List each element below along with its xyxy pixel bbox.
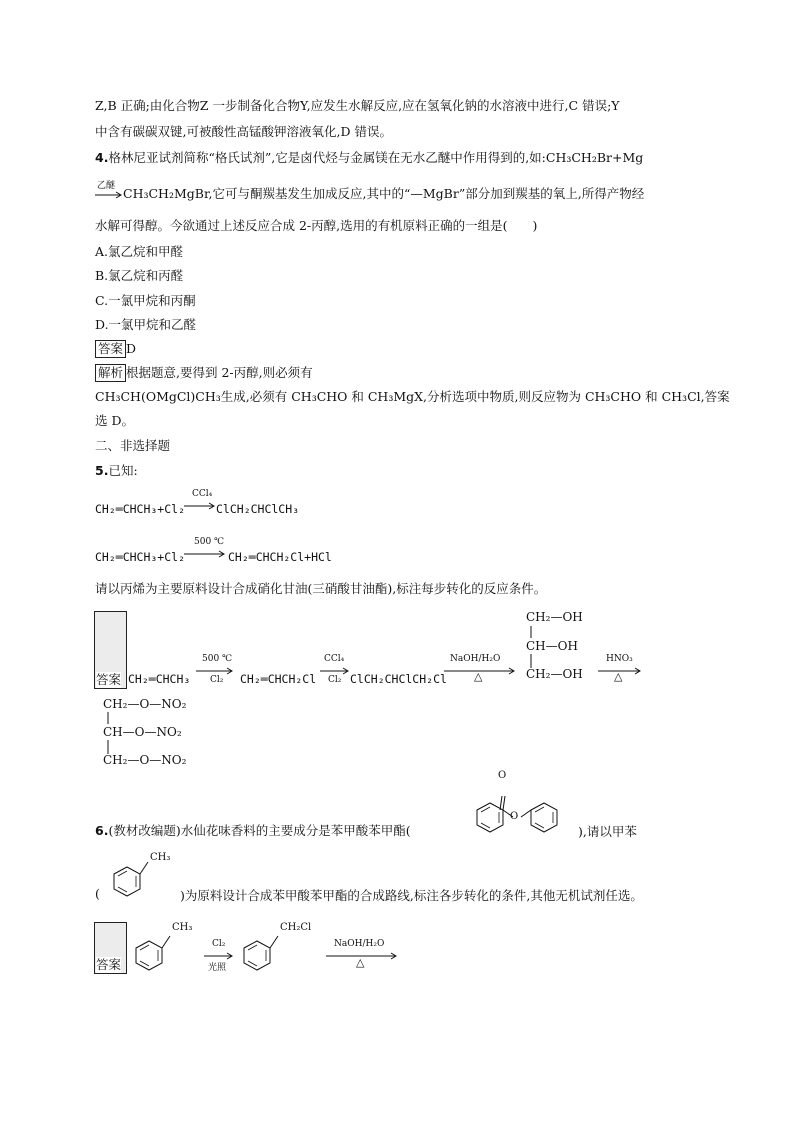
- question-text: )为原料设计合成苯甲酸苯甲酯的合成路线,标注各步转化的条件,其他无机试剂任选。: [180, 888, 643, 903]
- analysis-text: 根据题意,要得到 2-丙醇,则必须有: [126, 365, 313, 380]
- question-6-line-1: [95, 822, 411, 840]
- answer-ch2cl: CH₂Cl: [280, 922, 312, 933]
- reaction-1-condition: CCl₄: [192, 489, 213, 499]
- reaction-1-right: ClCH₂CHClCH₃: [216, 502, 300, 516]
- question-text: ),请以甲苯: [578, 824, 637, 839]
- step-3-condition-top: NaOH/H₂O: [450, 654, 501, 664]
- question-text: 格林尼亚试剂简称“格氏试剂”,它是卤代烃与金属镁在无水乙醚中作用得到的,如:CH₃CH₂Br+Mg: [108, 150, 644, 165]
- question-text: (教材改编题)水仙花味香料的主要成分是苯甲酸苯甲酯(: [108, 823, 411, 838]
- answer-value: D: [126, 341, 137, 356]
- answer-label-text: 答案: [96, 957, 122, 972]
- section-heading: 二、非选择题: [95, 438, 171, 453]
- benzyl-benzoate-structure: [455, 770, 575, 850]
- question-number: 5.: [95, 463, 109, 478]
- step-2-condition-bottom: △: [356, 956, 365, 969]
- nitro-row-2: CH—O—NO₂: [103, 725, 182, 739]
- bond-line: [106, 712, 110, 756]
- step-2-condition-bottom: Cl₂: [328, 675, 342, 685]
- toluene-ch3: CH₃: [150, 852, 171, 863]
- ester-carbonyl-o: O: [498, 770, 507, 781]
- analysis-row: [95, 364, 313, 382]
- step-1-condition-bottom: 光照: [208, 963, 227, 973]
- question-4-line-1: [95, 149, 643, 167]
- bond-line: [529, 626, 533, 670]
- answer-start: CH₂═CHCH₃: [128, 672, 191, 686]
- text-line: Z,B 正确;由化合物Z 一步制备化合物Y,应发生水解反应,应在氢氧化钠的水溶液中进行,C 错误;Y: [95, 98, 620, 113]
- question-text: 已知:: [108, 463, 138, 478]
- answer-label: 答案: [95, 340, 126, 358]
- step-1-condition-bottom: Cl₂: [210, 675, 224, 685]
- arrow-icon: [95, 185, 123, 203]
- analysis-line-3: 选 D。: [95, 413, 134, 428]
- reaction-arrow: [95, 181, 123, 203]
- question-5-line-1: [95, 462, 138, 480]
- glycerol-row-1: CH₂—OH: [526, 610, 583, 624]
- reaction-2-left: CH₂═CHCH₃+Cl₂: [95, 550, 186, 564]
- question-number: 4.: [95, 150, 109, 165]
- nitro-row-3: CH₂—O—NO₂: [103, 753, 187, 767]
- intermediate-1: CH₂═CHCH₂Cl: [240, 672, 317, 686]
- glycerol-row-3: CH₂—OH: [526, 667, 583, 681]
- option-a: A.氯乙烷和甲醛: [95, 244, 184, 259]
- answer-row: [95, 340, 136, 358]
- arrow-label: 乙醚: [97, 181, 116, 191]
- answer-label: [94, 611, 127, 689]
- arrow-icon: [184, 501, 216, 511]
- step-4-condition-bottom: △: [614, 670, 623, 683]
- question-5-task: 请以丙烯为主要原料设计合成硝化甘油(三硝酸甘油酯),标注每步转化的反应条件。: [95, 581, 547, 596]
- glycerol-row-2: CH—OH: [526, 639, 578, 653]
- ester-o: O: [510, 811, 519, 822]
- step-4-condition-top: HNO₃: [606, 654, 633, 664]
- step-2-condition-top: CCl₄: [324, 654, 345, 664]
- arrow-icon: [184, 549, 226, 559]
- question-number: 6.: [95, 823, 109, 838]
- reaction-2-condition: 500 ℃: [194, 537, 225, 547]
- reaction-1-left: CH₂═CHCH₃+Cl₂: [95, 502, 186, 516]
- answer-label: [94, 922, 127, 974]
- step-3-condition-bottom: △: [474, 670, 483, 683]
- text-line: 中含有碳碳双键,可被酸性高锰酸钾溶液氧化,D 错误。: [95, 124, 392, 139]
- reaction-2-right: CH₂═CHCH₂Cl+HCl: [228, 550, 332, 564]
- question-text: CH₃CH₂MgBr,它可与酮羰基发生加成反应,其中的“—MgBr”部分加到羰基的氧上,所得产物经: [123, 186, 645, 201]
- step-2-condition-top: NaOH/H₂O: [334, 939, 385, 949]
- answer-label-text: 答案: [96, 672, 122, 687]
- step-1-condition-top: Cl₂: [212, 939, 226, 949]
- analysis-label: 解析: [95, 364, 126, 382]
- step-1-condition-top: 500 ℃: [202, 654, 233, 664]
- question-4-line-3: 水解可得醇。今欲通过上述反应合成 2-丙醇,选用的有机原料正确的一组是( ): [95, 218, 538, 233]
- paren: (: [95, 886, 100, 901]
- answer-ch3: CH₃: [172, 922, 193, 933]
- option-c: C.一氯甲烷和丙酮: [95, 293, 196, 308]
- analysis-line-2: CH₃CH(OMgCl)CH₃生成,必须有 CH₃CHO 和 CH₃MgX,分析选项中物质,则反应物为 CH₃CHO 和 CH₃Cl,答案: [95, 389, 730, 404]
- intermediate-2: ClCH₂CHClCH₂Cl: [350, 672, 447, 686]
- option-b: B.氯乙烷和丙醛: [95, 268, 184, 283]
- nitro-row-1: CH₂—O—NO₂: [103, 697, 187, 711]
- option-d: D.一氯甲烷和乙醛: [95, 317, 197, 332]
- question-4-line-2: [95, 181, 645, 203]
